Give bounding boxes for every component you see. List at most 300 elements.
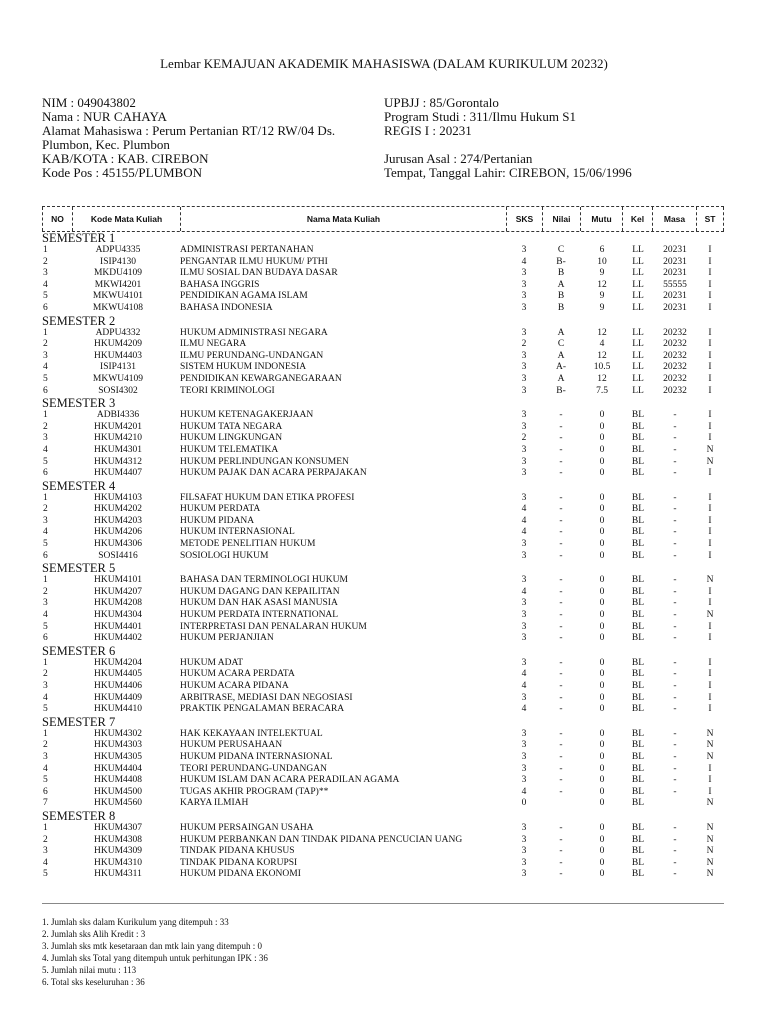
- table-row: [0, 410, 768, 422]
- course-period: -: [673, 728, 677, 739]
- footer-note: 6. Total sks keseluruhan : 36: [42, 977, 145, 987]
- table-row: [0, 669, 768, 681]
- course-period: -: [673, 834, 677, 845]
- row-number: 4: [43, 763, 48, 774]
- course-name: BAHASA DAN TERMINOLOGI HUKUM: [180, 575, 348, 586]
- course-quality-points: 9: [599, 291, 605, 302]
- course-group: BL: [631, 421, 645, 432]
- upbjj-field: UPBJJ : 85/Gorontalo: [384, 95, 499, 110]
- course-name: FILSAFAT HUKUM DAN ETIKA PROFESI: [180, 492, 355, 503]
- course-name: BAHASA INDONESIA: [180, 302, 273, 313]
- course-sks: 2: [521, 339, 527, 350]
- course-grade: -: [559, 822, 563, 833]
- course-period: 20232: [663, 362, 687, 373]
- address-line-1: Alamat Mahasiswa : Perum Pertanian RT/12 RW/04 Ds.: [42, 123, 336, 138]
- row-number: 6: [43, 786, 48, 797]
- course-period: -: [673, 657, 677, 668]
- row-number: 4: [43, 444, 48, 455]
- row-number: 1: [43, 492, 48, 503]
- course-grade: -: [559, 846, 563, 857]
- course-code: MKDU4109: [93, 268, 143, 279]
- course-group: LL: [632, 327, 644, 338]
- course-status: N: [706, 751, 714, 762]
- course-name: HUKUM PERJANJIAN: [180, 633, 274, 644]
- course-period: -: [673, 410, 677, 421]
- footer-note: 1. Jumlah sks dalam Kurikulum yang ditempuh : 33: [42, 917, 229, 927]
- course-status: I: [708, 492, 712, 503]
- course-quality-points: 9: [599, 302, 605, 313]
- course-code: MKWU4101: [92, 291, 144, 302]
- document-title: Lembar KEMAJUAN AKADEMIK MAHASISWA (DALAM KURIKULUM 20232): [160, 56, 608, 71]
- course-status: N: [706, 610, 714, 621]
- header-group: Kel: [622, 207, 652, 231]
- course-period: -: [673, 857, 677, 868]
- course-sks: 4: [521, 256, 527, 267]
- table-row: [0, 539, 768, 551]
- course-quality-points: 0: [599, 515, 605, 526]
- course-quality-points: 0: [599, 421, 605, 432]
- course-sks: 3: [521, 550, 527, 561]
- course-code: HKUM4302: [93, 728, 143, 739]
- course-grade: B-: [556, 385, 566, 396]
- course-quality-points: 10: [597, 256, 607, 267]
- course-period: 20231: [663, 302, 687, 313]
- table-row: [0, 633, 768, 645]
- course-period: -: [673, 610, 677, 621]
- course-grade: -: [559, 468, 563, 479]
- course-status: I: [708, 385, 712, 396]
- course-grade: -: [559, 410, 563, 421]
- table-row: [0, 823, 768, 835]
- course-status: N: [706, 575, 714, 586]
- course-sks: 3: [521, 468, 527, 479]
- course-name: HUKUM PIDANA: [180, 515, 255, 526]
- semester-title: SEMESTER 2: [42, 313, 116, 328]
- course-group: BL: [631, 575, 645, 586]
- course-code: HKUM4308: [93, 834, 143, 845]
- table-row: [0, 681, 768, 693]
- course-status: I: [708, 279, 712, 290]
- course-status: N: [706, 857, 714, 868]
- course-sks: 3: [521, 327, 527, 338]
- student-info-right: [384, 96, 734, 180]
- course-grade: -: [559, 421, 563, 432]
- course-code: ISIP4130: [100, 256, 136, 267]
- course-status: I: [708, 586, 712, 597]
- course-sks: 3: [521, 410, 527, 421]
- course-quality-points: 6: [599, 245, 605, 255]
- table-row: [0, 339, 768, 351]
- header-sks: SKS: [506, 207, 542, 231]
- course-quality-points: 0: [599, 692, 605, 703]
- course-code: HKUM4204: [93, 657, 143, 668]
- table-row: [0, 527, 768, 539]
- course-name: TUGAS AKHIR PROGRAM (TAP)**: [180, 786, 329, 797]
- course-code: MKWI4201: [94, 279, 142, 290]
- course-code: HKUM4407: [93, 468, 143, 479]
- course-period: -: [673, 621, 677, 632]
- header-no: NO: [42, 207, 72, 231]
- row-number: 4: [43, 362, 48, 373]
- course-status: I: [708, 657, 712, 668]
- course-group: LL: [632, 291, 644, 302]
- course-grade: A: [557, 373, 565, 384]
- row-number: 2: [43, 421, 48, 432]
- row-number: 4: [43, 279, 48, 290]
- row-number: 6: [43, 302, 48, 313]
- course-code: HKUM4207: [93, 586, 143, 597]
- course-sks: 3: [521, 268, 527, 279]
- course-period: 20232: [663, 327, 687, 338]
- course-name: HAK KEKAYAAN INTELEKTUAL: [180, 728, 323, 739]
- course-code: HKUM4103: [93, 492, 143, 503]
- course-grade: C: [557, 339, 565, 350]
- course-quality-points: 0: [599, 598, 605, 609]
- course-grade: -: [559, 704, 563, 715]
- course-name: KARYA ILMIAH: [180, 798, 249, 809]
- course-code: HKUM4201: [93, 421, 143, 432]
- row-number: 5: [43, 775, 48, 786]
- course-period: -: [673, 763, 677, 774]
- course-quality-points: 0: [599, 846, 605, 857]
- course-group: BL: [631, 586, 645, 597]
- semester-title: SEMESTER 1: [42, 231, 116, 245]
- table-row: [0, 858, 768, 870]
- course-period: -: [673, 586, 677, 597]
- row-number: 5: [43, 539, 48, 550]
- registration-field: REGIS I : 20231: [384, 123, 472, 138]
- course-period: 20231: [663, 268, 687, 279]
- course-code: HKUM4401: [93, 621, 143, 632]
- course-grade: -: [559, 539, 563, 550]
- table-row: [0, 257, 768, 269]
- course-period: 20232: [663, 350, 687, 361]
- table-row: [0, 610, 768, 622]
- course-code: HKUM4310: [93, 857, 143, 868]
- course-group: BL: [631, 869, 645, 880]
- row-number: 1: [43, 822, 48, 833]
- course-period: -: [673, 775, 677, 786]
- footer-note: 5. Jumlah nilai mutu : 113: [42, 965, 137, 975]
- course-quality-points: 0: [599, 728, 605, 739]
- course-period: -: [673, 692, 677, 703]
- course-grade: -: [559, 433, 563, 444]
- course-status: I: [708, 350, 712, 361]
- row-number: 1: [43, 327, 48, 338]
- course-quality-points: 0: [599, 775, 605, 786]
- course-group: BL: [631, 763, 645, 774]
- course-group: LL: [632, 339, 644, 350]
- course-grade: B: [557, 291, 565, 302]
- footer-note: 4. Jumlah sks Total yang ditempuh untuk perhitungan IPK : 36: [42, 953, 268, 963]
- course-grade: B-: [556, 256, 566, 267]
- row-number: 1: [43, 575, 48, 586]
- address-line-2: Plumbon, Kec. Plumbon: [42, 137, 170, 152]
- course-period: -: [673, 527, 677, 538]
- course-quality-points: 0: [599, 657, 605, 668]
- course-sks: 3: [521, 362, 527, 373]
- course-period: -: [673, 669, 677, 680]
- course-period: 20232: [663, 339, 687, 350]
- row-number: 6: [43, 385, 48, 396]
- course-group: LL: [632, 373, 644, 384]
- footer-note: 3. Jumlah sks mtk kesetaraan dan mtk lain yang ditempuh : 0: [42, 941, 262, 951]
- footer-divider: [42, 903, 724, 904]
- course-sks: 3: [521, 763, 527, 774]
- course-sks: 4: [521, 786, 527, 797]
- course-grade: -: [559, 633, 563, 644]
- course-grade: -: [559, 621, 563, 632]
- header-grade: Nilai: [542, 207, 580, 231]
- course-name: ILMU SOSIAL DAN BUDAYA DASAR: [180, 268, 338, 279]
- course-name: TINDAK PIDANA KORUPSI: [180, 857, 298, 868]
- course-code: HKUM4303: [93, 740, 143, 751]
- course-group: BL: [631, 539, 645, 550]
- course-status: I: [708, 704, 712, 715]
- course-name: TINDAK PIDANA KHUSUS: [180, 846, 295, 857]
- course-name: HUKUM TELEMATIKA: [180, 444, 279, 455]
- course-sks: 3: [521, 751, 527, 762]
- course-quality-points: 4: [599, 339, 605, 350]
- course-quality-points: 0: [599, 492, 605, 503]
- course-quality-points: 0: [599, 550, 605, 561]
- table-row: [0, 362, 768, 374]
- row-number: 2: [43, 256, 48, 267]
- course-sks: 3: [521, 291, 527, 302]
- course-grade: -: [559, 857, 563, 868]
- course-sks: 4: [521, 504, 527, 515]
- course-period: -: [673, 704, 677, 715]
- table-row: [0, 374, 768, 386]
- course-code: HKUM4202: [93, 504, 143, 515]
- table-row: [0, 764, 768, 776]
- course-grade: -: [559, 657, 563, 668]
- course-status: I: [708, 339, 712, 350]
- row-number: 6: [43, 468, 48, 479]
- postal-code-field: Kode Pos : 45155/PLUMBON: [42, 165, 202, 180]
- course-group: LL: [632, 350, 644, 361]
- course-quality-points: 0: [599, 468, 605, 479]
- course-name: HUKUM PERSAINGAN USAHA: [180, 822, 314, 833]
- header-period: Masa: [652, 207, 696, 231]
- semester-title: SEMESTER 3: [42, 396, 116, 411]
- course-name: HUKUM PAJAK DAN ACARA PERPAJAKAN: [180, 468, 367, 479]
- course-name: TEORI KRIMINOLOGI: [180, 385, 275, 396]
- course-name: ADMINISTRASI PERTANAHAN: [180, 245, 314, 255]
- course-group: LL: [632, 245, 644, 255]
- header-course-name: Nama Mata Kuliah: [180, 207, 506, 231]
- course-period: -: [673, 539, 677, 550]
- course-grade: C: [557, 245, 565, 255]
- course-code: HKUM4560: [93, 798, 143, 809]
- course-name: INTERPRETASI DAN PENALARAN HUKUM: [180, 621, 367, 632]
- course-period: -: [673, 550, 677, 561]
- table-row: [0, 622, 768, 634]
- course-grade: -: [559, 575, 563, 586]
- course-name: HUKUM PERLINDUNGAN KONSUMEN: [180, 456, 349, 467]
- course-code: HKUM4306: [93, 539, 143, 550]
- course-name: HUKUM PIDANA EKONOMI: [180, 869, 301, 880]
- course-code: HKUM4301: [93, 444, 143, 455]
- course-status: I: [708, 256, 712, 267]
- table-row: [0, 869, 768, 881]
- course-quality-points: 0: [599, 869, 605, 880]
- course-group: BL: [631, 515, 645, 526]
- course-group: BL: [631, 456, 645, 467]
- course-status: I: [708, 539, 712, 550]
- row-number: 4: [43, 527, 48, 538]
- course-sks: 3: [521, 373, 527, 384]
- course-code: MKWU4109: [92, 373, 144, 384]
- course-period: -: [673, 421, 677, 432]
- course-grade: -: [559, 740, 563, 751]
- course-code: HKUM4402: [93, 633, 143, 644]
- course-name: HUKUM ISLAM DAN ACARA PERADILAN AGAMA: [180, 775, 400, 786]
- course-sks: 3: [521, 740, 527, 751]
- course-name: HUKUM PERDATA: [180, 504, 261, 515]
- course-status: N: [706, 456, 714, 467]
- course-code: HKUM4304: [93, 610, 143, 621]
- course-status: N: [706, 798, 714, 809]
- course-group: BL: [631, 657, 645, 668]
- course-quality-points: 0: [599, 610, 605, 621]
- table-row: [0, 704, 768, 716]
- course-group: BL: [631, 834, 645, 845]
- course-group: BL: [631, 822, 645, 833]
- course-group: BL: [631, 598, 645, 609]
- course-group: BL: [631, 444, 645, 455]
- course-name: HUKUM ADAT: [180, 657, 244, 668]
- course-quality-points: 0: [599, 669, 605, 680]
- course-status: I: [708, 421, 712, 432]
- course-code: HKUM4311: [94, 869, 142, 880]
- course-group: BL: [631, 527, 645, 538]
- course-group: BL: [631, 410, 645, 421]
- course-status: I: [708, 681, 712, 691]
- table-row: [0, 280, 768, 292]
- course-status: I: [708, 621, 712, 632]
- row-number: 4: [43, 857, 48, 868]
- course-group: LL: [632, 268, 644, 279]
- table-row: [0, 598, 768, 610]
- course-grade: -: [559, 598, 563, 609]
- course-group: LL: [632, 385, 644, 396]
- course-code: HKUM4305: [93, 751, 143, 762]
- course-period: -: [673, 575, 677, 586]
- course-name: HUKUM KETENAGAKERJAAN: [180, 410, 314, 421]
- course-group: LL: [632, 362, 644, 373]
- course-group: BL: [631, 433, 645, 444]
- row-number: 5: [43, 456, 48, 467]
- course-name: HUKUM DAN HAK ASASI MANUSIA: [180, 598, 338, 609]
- course-grade: -: [559, 681, 563, 691]
- course-name: BAHASA INGGRIS: [180, 279, 260, 290]
- course-group: BL: [631, 681, 645, 691]
- semester-title: SEMESTER 6: [42, 643, 116, 658]
- course-status: I: [708, 692, 712, 703]
- course-code: HKUM4405: [93, 669, 143, 680]
- course-grade: -: [559, 492, 563, 503]
- course-code: HKUM4404: [93, 763, 143, 774]
- course-status: N: [706, 822, 714, 833]
- course-status: I: [708, 786, 712, 797]
- course-period: -: [673, 433, 677, 444]
- table-row: [0, 351, 768, 363]
- course-grade: -: [559, 775, 563, 786]
- course-code: HKUM4307: [93, 822, 143, 833]
- course-group: BL: [631, 492, 645, 503]
- table-row: [0, 245, 768, 257]
- row-number: 1: [43, 410, 48, 421]
- course-group: BL: [631, 704, 645, 715]
- course-sks: 0: [521, 798, 527, 809]
- row-number: 5: [43, 621, 48, 632]
- course-quality-points: 0: [599, 763, 605, 774]
- course-period: -: [673, 740, 677, 751]
- course-quality-points: 0: [599, 586, 605, 597]
- course-code: ADBI4336: [96, 410, 140, 421]
- course-status: I: [708, 633, 712, 644]
- birth-place-date-field: Tempat, Tanggal Lahir: CIREBON, 15/06/1996: [384, 165, 632, 180]
- course-sks: 3: [521, 728, 527, 739]
- course-grade: A: [557, 279, 565, 290]
- course-group: BL: [631, 692, 645, 703]
- row-number: 4: [43, 692, 48, 703]
- course-name: ARBITRASE, MEDIASI DAN NEGOSIASI: [180, 692, 353, 703]
- course-name: PENDIDIKAN KEWARGANEGARAAN: [180, 373, 342, 384]
- course-status: I: [708, 433, 712, 444]
- course-sks: 3: [521, 834, 527, 845]
- course-status: I: [708, 327, 712, 338]
- course-name: PRAKTIK PENGALAMAN BERACARA: [180, 704, 345, 715]
- table-row: [0, 846, 768, 858]
- course-quality-points: 10.5: [593, 362, 611, 373]
- course-quality-points: 0: [599, 681, 605, 691]
- course-group: BL: [631, 621, 645, 632]
- course-status: I: [708, 504, 712, 515]
- course-code: HKUM4408: [93, 775, 143, 786]
- course-sks: 3: [521, 350, 527, 361]
- course-group: BL: [631, 550, 645, 561]
- course-quality-points: 0: [599, 633, 605, 644]
- course-grade: -: [559, 515, 563, 526]
- name-field: Nama : NUR CAHAYA: [42, 109, 167, 124]
- course-quality-points: 0: [599, 433, 605, 444]
- table-row: [0, 516, 768, 528]
- course-sks: 2: [521, 433, 527, 444]
- course-code: SOSI4416: [98, 550, 138, 561]
- table-row: [0, 775, 768, 787]
- course-code: ISIP4131: [100, 362, 136, 373]
- course-grade: -: [559, 763, 563, 774]
- city-field: KAB/KOTA : KAB. CIREBON: [42, 151, 209, 166]
- course-name: HUKUM PERBANKAN DAN TINDAK PIDANA PENCUCIAN UANG: [180, 834, 463, 845]
- row-number: 2: [43, 669, 48, 680]
- table-row: [0, 835, 768, 847]
- course-sks: 3: [521, 279, 527, 290]
- course-grade: -: [559, 586, 563, 597]
- course-grade: -: [559, 669, 563, 680]
- course-grade: -: [559, 692, 563, 703]
- course-status: I: [708, 362, 712, 373]
- course-period: -: [673, 751, 677, 762]
- course-sks: 3: [521, 869, 527, 880]
- table-row: [0, 328, 768, 340]
- course-name: HUKUM PERUSAHAAN: [180, 740, 283, 751]
- course-period: -: [673, 822, 677, 833]
- course-name: METODE PENELITIAN HUKUM: [180, 539, 316, 550]
- course-status: I: [708, 598, 712, 609]
